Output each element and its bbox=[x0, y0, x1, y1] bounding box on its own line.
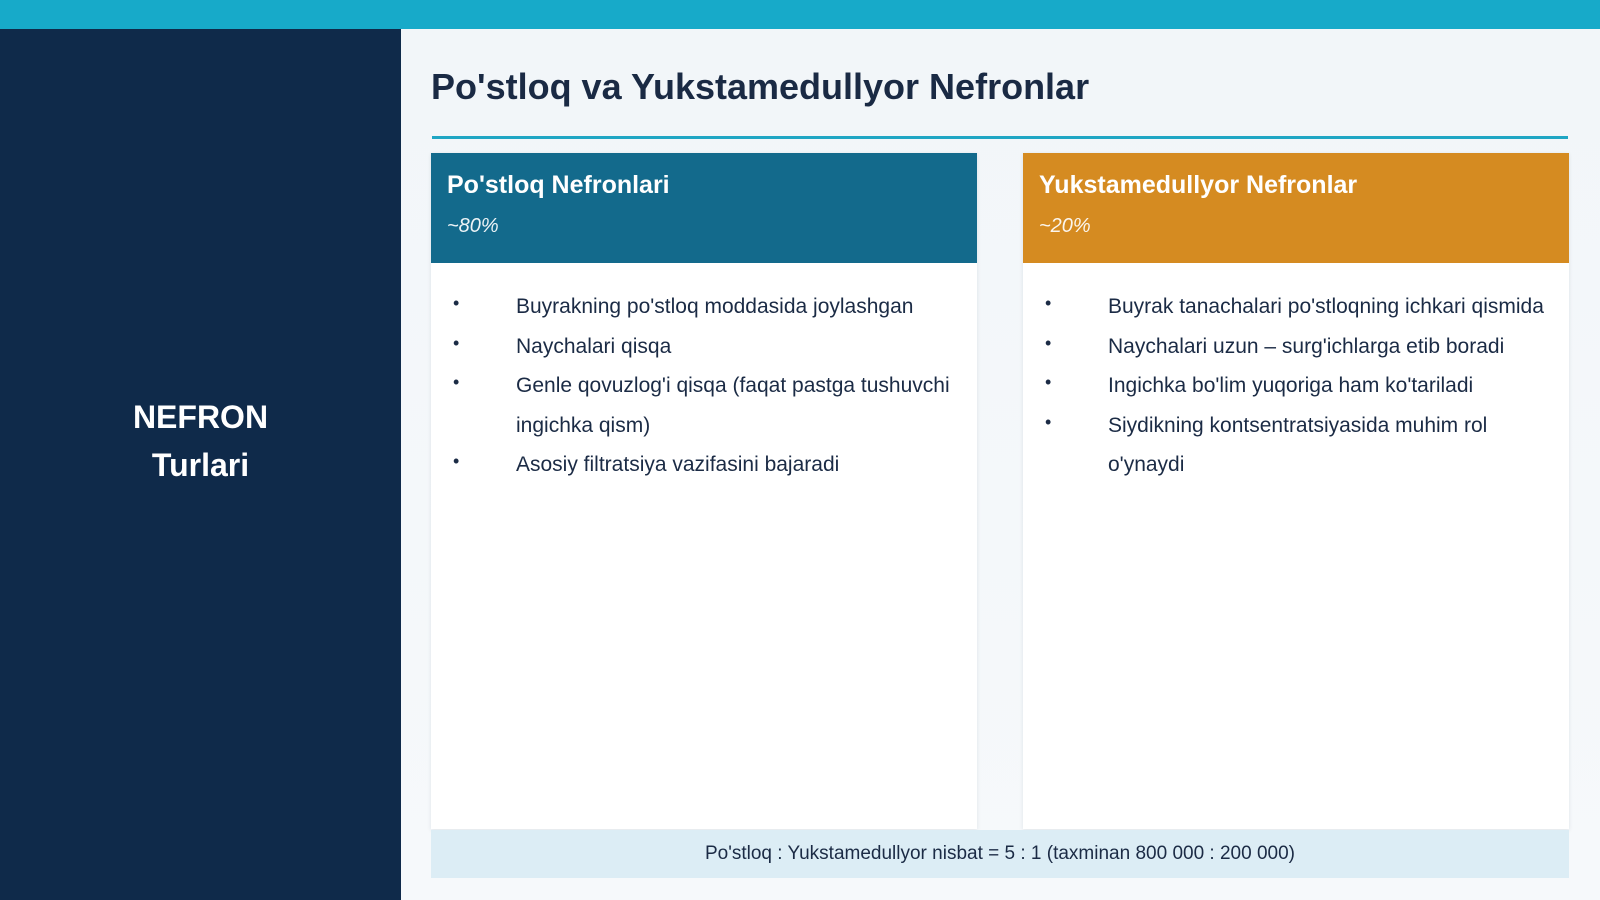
card-percentage: ~20% bbox=[1039, 215, 1091, 237]
side-title-line-2: Turlari bbox=[151, 447, 250, 483]
list-item bbox=[1045, 406, 1547, 485]
list-item bbox=[1045, 366, 1547, 406]
bullet-icon: • bbox=[1045, 372, 1052, 392]
top-accent-bar bbox=[0, 0, 1600, 29]
card-header bbox=[431, 153, 977, 263]
bullet-list bbox=[1023, 263, 1569, 485]
list-item-text: Buyrak tanachalari po'stloqning ichkari qismida bbox=[1108, 295, 1544, 318]
bullet-icon: • bbox=[1045, 293, 1052, 313]
card-title: Po'stloq Nefronlari bbox=[447, 171, 670, 199]
ratio-footer: Po'stloq : Yukstamedullyor nisbat = 5 : 1 (taxminan 800 000 : 200 000) bbox=[431, 830, 1569, 878]
list-item bbox=[453, 327, 955, 367]
bullet-icon: • bbox=[453, 451, 460, 471]
bullet-icon: • bbox=[453, 332, 460, 353]
bullet-icon: • bbox=[453, 372, 460, 392]
card-cortical-nephrons bbox=[431, 153, 977, 829]
list-item-text: Naychalari uzun – surg'ichlarga etib boradi bbox=[1108, 334, 1505, 358]
list-item bbox=[453, 445, 955, 485]
list-item-text: Siydikning kontsentratsiyasida muhim rol o'ynaydi bbox=[1108, 413, 1488, 476]
list-item-text: Naychalari qisqa bbox=[516, 334, 672, 358]
list-item-text: Genle qovuzlog'i qisqa (faqat pastga tushuvchi ingichka qism) bbox=[516, 374, 950, 437]
list-item-text: Ingichka bo'lim yuqoriga ham ko'tariladi bbox=[1108, 374, 1474, 397]
card-title: Yukstamedullyor Nefronlar bbox=[1039, 171, 1358, 199]
side-title-line-1: NEFRON bbox=[132, 399, 269, 435]
bullet-icon: • bbox=[453, 293, 460, 313]
page-title: Po'stloq va Yukstamedullyor Nefronlar bbox=[431, 66, 1090, 107]
list-item bbox=[1045, 287, 1547, 327]
card-juxtamedullary-nephrons bbox=[1023, 153, 1569, 829]
list-item bbox=[1045, 327, 1547, 367]
list-item-text: Asosiy filtratsiya vazifasini bajaradi bbox=[516, 453, 840, 476]
card-header bbox=[1023, 153, 1569, 263]
list-item-text: Buyrakning po'stloq moddasida joylashgan bbox=[516, 295, 914, 318]
list-item bbox=[453, 366, 955, 445]
list-item bbox=[453, 287, 955, 327]
bullet-icon: • bbox=[1045, 411, 1052, 432]
bullet-list bbox=[431, 263, 977, 485]
title-divider bbox=[432, 136, 1568, 139]
card-percentage: ~80% bbox=[447, 215, 499, 237]
bullet-icon: • bbox=[1045, 332, 1052, 353]
side-title bbox=[0, 393, 401, 489]
